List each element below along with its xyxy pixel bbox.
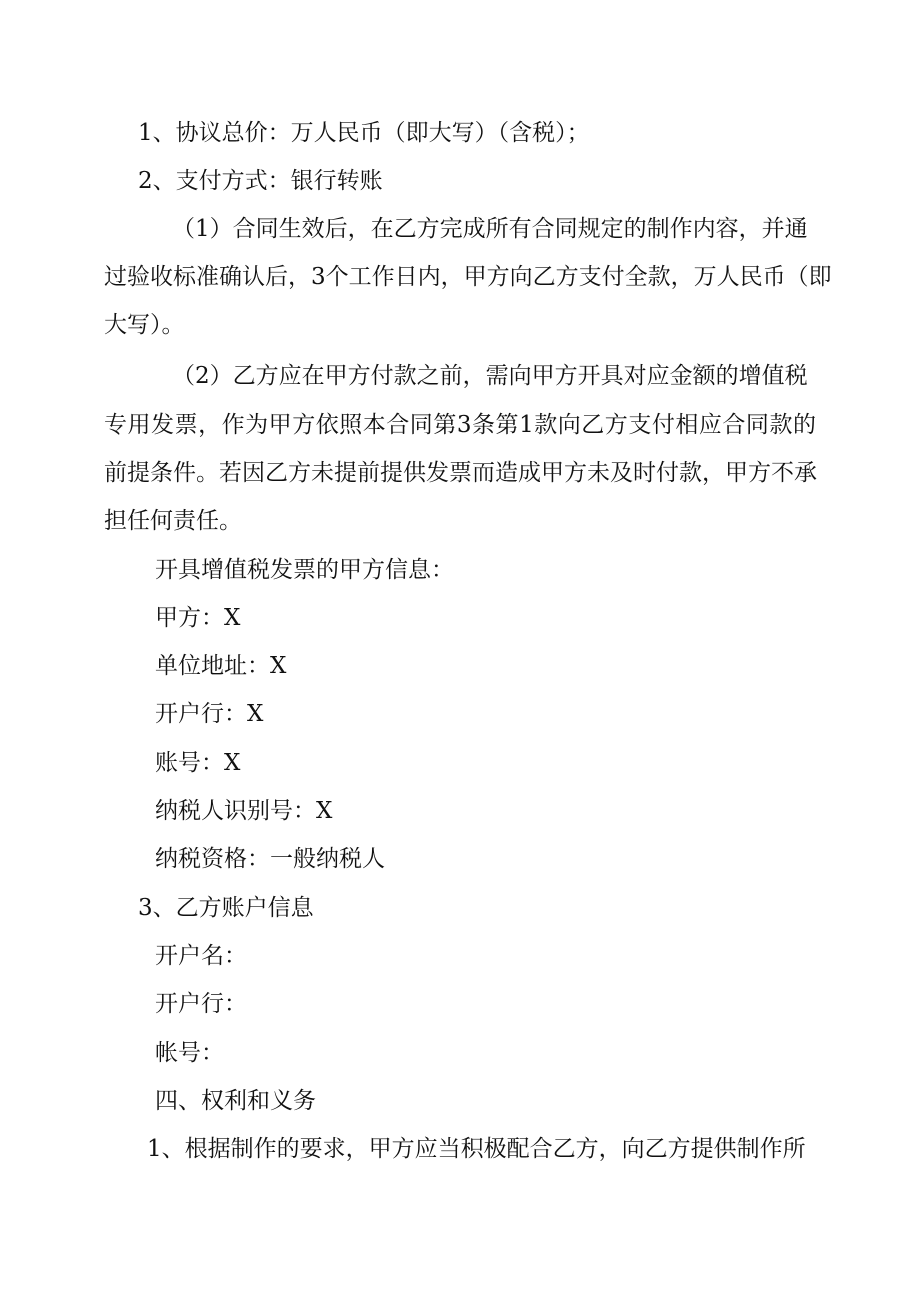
invoice-taxpayer-id: 纳税人识别号：X — [155, 798, 333, 824]
total-price-item: 1、协议总价：万人民币（即大写）（含税）； — [138, 120, 590, 146]
clause-2-line-3: 前提条件。若因乙方未提前提供发票而造成甲方未及时付款，甲方不承 — [104, 460, 817, 486]
payment-method-item: 2、支付方式：银行转账 — [138, 168, 383, 194]
party-b-account-no: 帐号： — [155, 1040, 224, 1066]
clause-2-line-4: 担任何责任。 — [104, 508, 242, 534]
clause-1-line-1: （1）合同生效后，在乙方完成所有合同规定的制作内容，并通 — [172, 216, 808, 242]
invoice-address: 单位地址：X — [155, 653, 287, 679]
invoice-account: 账号：X — [155, 750, 241, 776]
rights-heading: 四、权利和义务 — [155, 1088, 316, 1114]
clause-1-line-3: 大写）。 — [104, 312, 185, 338]
clause-2-line-2: 专用发票，作为甲方依照本合同第3条第1款向乙方支付相应合同款的 — [104, 412, 816, 438]
invoice-taxpayer-status: 纳税资格：一般纳税人 — [155, 846, 385, 872]
invoice-bank: 开户行：X — [155, 701, 264, 727]
party-b-bank: 开户行： — [155, 991, 247, 1017]
party-b-account-heading: 3、乙方账户信息 — [138, 895, 314, 921]
invoice-party-a: 甲方：X — [155, 605, 241, 631]
rights-item-1-line-1: 1、根据制作的要求，甲方应当积极配合乙方，向乙方提供制作所 — [147, 1136, 806, 1162]
clause-1-line-2: 过验收标准确认后，3个工作日内，甲方向乙方支付全款，万人民币（即 — [104, 264, 832, 290]
clause-2-line-1: （2）乙方应在甲方付款之前，需向甲方开具对应金额的增值税 — [172, 363, 808, 389]
party-b-account-name: 开户名： — [155, 943, 247, 969]
invoice-info-heading: 开具增值税发票的甲方信息： — [155, 557, 454, 583]
